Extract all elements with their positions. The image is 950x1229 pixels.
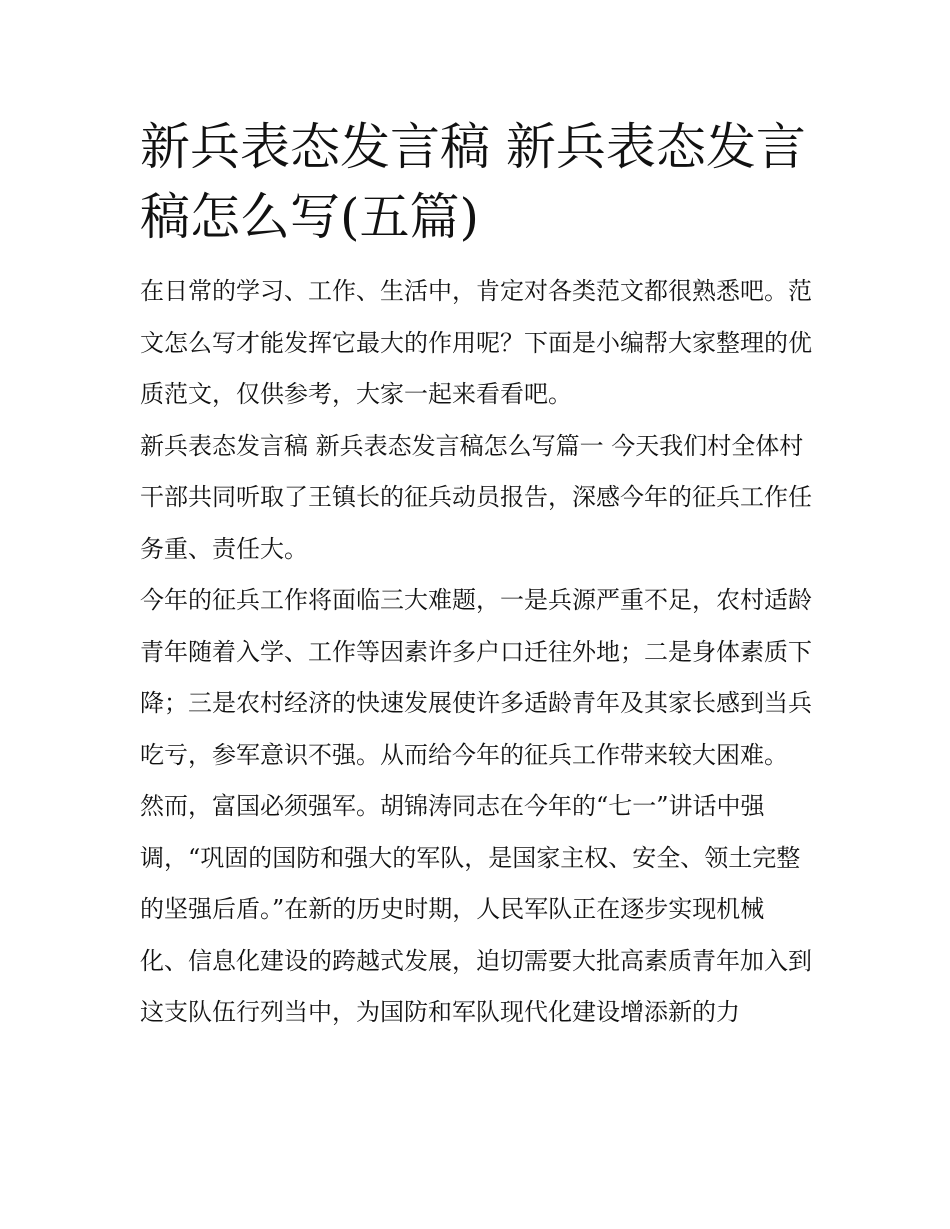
document-body	[140, 112, 812, 1039]
paragraph-2: 今年的征兵工作将面临三大难题，一是兵源严重不足，农村适龄青年随着入学、工作等因素许多户口迁往外地；二是身体素质下降；三是农村经济的快速发展使许多适龄青年及其家长感到当兵吃亏，参军意识不强。从而给今年的征兵工作带来较大困难。	[140, 586, 812, 769]
paragraph-intro: 在日常的学习、工作、生活中，肯定对各类范文都很熟悉吧。范文怎么写才能发挥它最大的作用呢？下面是小编帮大家整理的优质范文，仅供参考，大家一起来看看吧。	[140, 277, 812, 408]
document-title: 新兵表态发言稿 新兵表态发言稿怎么写(五篇)	[140, 118, 806, 246]
paragraph-3: 然而，富国必须强军。胡锦涛同志在今年的“七一”讲话中强调，“巩固的国防和强大的军队，是国家主权、安全、领土完整的坚强后盾。”在新的历史时期，人民军队正在逐步实现机械化、信息化建设的跨越式发展，迫切需要大批高素质青年加入到这支队伍行列当中，为国防和军队现代化建设增添新的力	[140, 792, 812, 1026]
paragraph-1: 新兵表态发言稿 新兵表态发言稿怎么写篇一 今天我们村全体村干部共同听取了王镇长的征兵动员报告，深感今年的征兵工作任务重、责任大。	[140, 431, 812, 563]
